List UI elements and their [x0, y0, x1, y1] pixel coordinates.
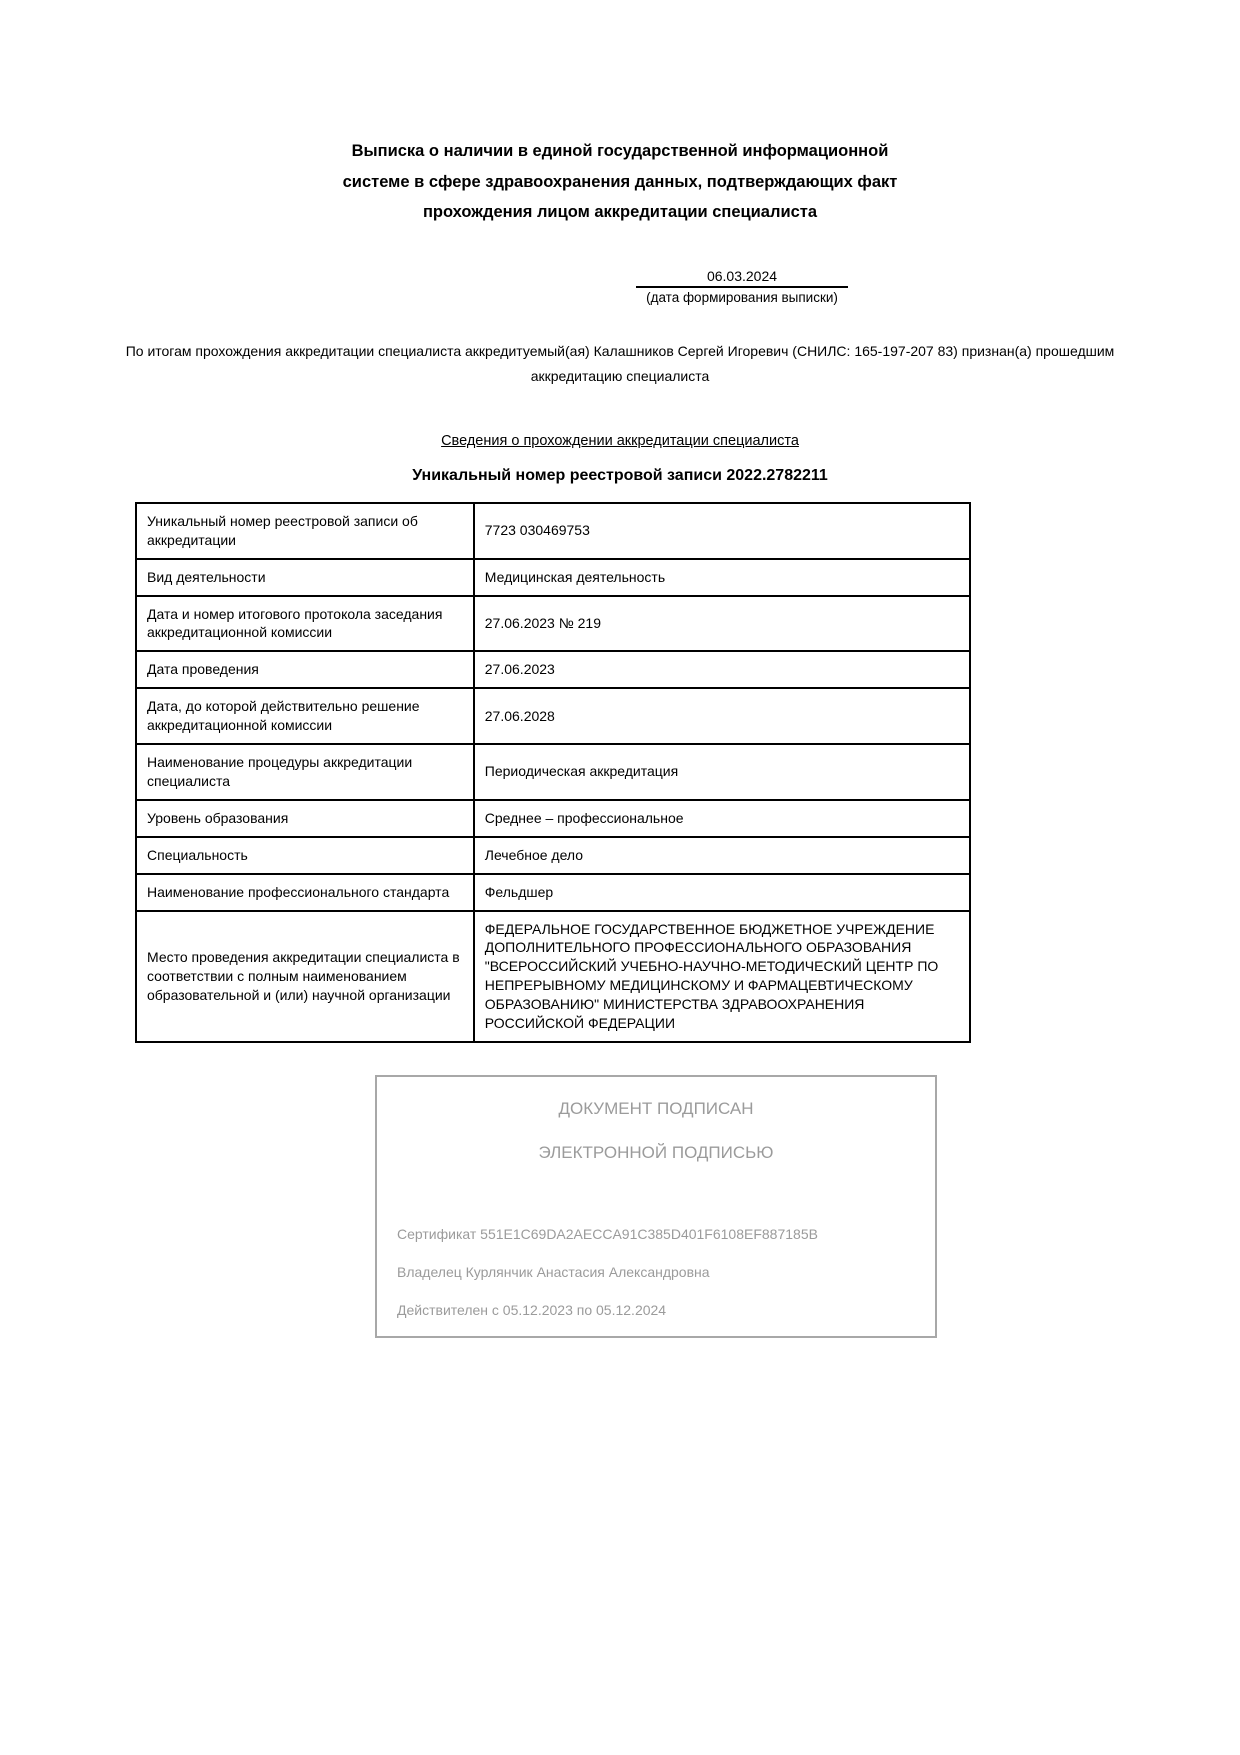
accreditation-table: [135, 502, 971, 1043]
row-value: ФЕДЕРАЛЬНОЕ ГОСУДАРСТВЕННОЕ БЮДЖЕТНОЕ УЧРЕЖДЕНИЕ ДОПОЛНИТЕЛЬНОГО ПРОФЕССИОНАЛЬНОГО ОБРАЗОВАНИЯ "ВСЕРОССИЙСКИЙ УЧЕБНО-НАУЧНО-МЕТОДИЧЕСКИЙ ЦЕНТР ПО НЕПРЕРЫВНОМУ МЕДИЦИНСКОМУ И ФАРМАЦЕВТИЧЕСКОМУ ОБРАЗОВАНИЮ" МИНИСТЕРСТВА ЗДРАВООХРАНЕНИЯ РОССИЙСКОЙ ФЕДЕРАЦИИ: [474, 911, 970, 1042]
row-label: Уникальный номер реестровой записи об аккредитации: [136, 503, 474, 559]
table-row: [136, 559, 970, 596]
table-row: [136, 688, 970, 744]
row-label: Наименование процедуры аккредитации специалиста: [136, 744, 474, 800]
row-label: Специальность: [136, 837, 474, 874]
owner-line: Владелец Курлянчик Анастасия Александровна: [397, 1263, 710, 1280]
signature-box: [375, 1075, 937, 1338]
row-value: Лечебное дело: [474, 837, 970, 874]
page-title-line-2: системе в сфере здравоохранения данных, подтверждающих факт: [342, 172, 898, 191]
row-value: Периодическая аккредитация: [474, 744, 970, 800]
row-value: 27.06.2023 № 219: [474, 596, 970, 652]
row-value: 27.06.2023: [474, 651, 970, 688]
row-label: Место проведения аккредитации специалиста в соответствии с полным наименованием образовательной и (или) научной организации: [136, 911, 474, 1042]
row-value: Среднее – профессиональное: [474, 800, 970, 837]
table-row: [136, 503, 970, 559]
table-row: [136, 911, 970, 1042]
page-title-line-1: Выписка о наличии в единой государственной информационной: [351, 142, 889, 160]
page-title-line-3: прохождения лицом аккредитации специалиста: [422, 203, 818, 222]
signature-title-line-2: ЭЛЕКТРОННОЙ ПОДПИСЬЮ: [538, 1143, 774, 1163]
row-label: Наименование профессионального стандарта: [136, 874, 474, 911]
row-value: Фельдшер: [474, 874, 970, 911]
row-label: Дата проведения: [136, 651, 474, 688]
signature-title-line-1: ДОКУМЕНТ ПОДПИСАН: [558, 1098, 754, 1118]
page-title: [0, 0, 1240, 228]
table-row: [136, 744, 970, 800]
registry-number-heading: Уникальный номер реестровой записи 2022.2782211: [412, 466, 828, 484]
table-row: [136, 651, 970, 688]
formation-date-value: 06.03.2024: [636, 268, 848, 288]
certificate-line: Сертификат 551E1C69DA2AECCA91C385D401F6108EF887185B: [397, 1225, 818, 1242]
row-value: 27.06.2028: [474, 688, 970, 744]
formation-date-caption: (дата формирования выписки): [646, 289, 838, 305]
row-label: Вид деятельности: [136, 559, 474, 596]
table-row: [136, 837, 970, 874]
table-row: [136, 874, 970, 911]
section-heading: Сведения о прохождении аккредитации специалиста: [441, 432, 799, 449]
row-value: Медицинская деятельность: [474, 559, 970, 596]
formation-date-block: [636, 268, 848, 305]
validity-line: Действителен с 05.12.2023 по 05.12.2024: [397, 1301, 667, 1318]
intro-paragraph: По итогам прохождения аккредитации специалиста аккредитуемый(ая) Калашников Сергей Игоревич (СНИЛС: 165-197-207 83) признан(а) прошедшим аккредитацию специалиста: [125, 342, 1115, 384]
row-label: Дата, до которой действительно решение аккредитационной комиссии: [136, 688, 474, 744]
row-value: 7723 030469753: [474, 503, 970, 559]
table-row: [136, 596, 970, 652]
row-label: Уровень образования: [136, 800, 474, 837]
row-label: Дата и номер итогового протокола заседания аккредитационной комиссии: [136, 596, 474, 652]
table-row: [136, 800, 970, 837]
